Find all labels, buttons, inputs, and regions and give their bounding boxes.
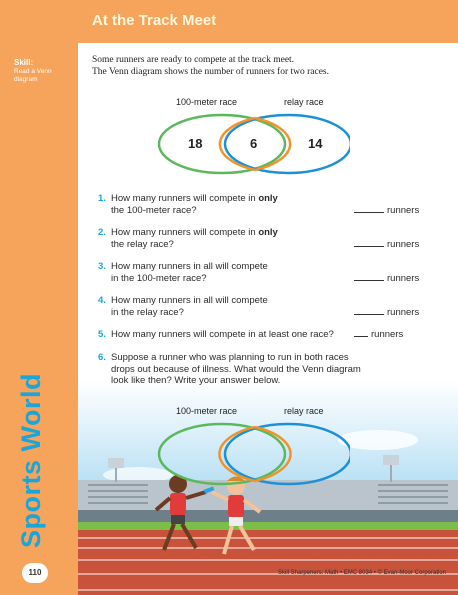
intro-line-1: Some runners are ready to compete at the track meet. (92, 55, 295, 65)
venn-right-only-count: 14 (308, 136, 323, 151)
venn-top-left-label: 100-meter race (176, 97, 238, 107)
venn-left-only-count: 18 (188, 136, 203, 151)
section-title: Sports World (16, 372, 46, 548)
question-6-line-3: look like then? Write your answer below. (111, 375, 281, 386)
question-text: How many runners will compete in at least one race? (111, 329, 334, 340)
question-text-line2: the 100-meter race? (111, 204, 197, 216)
question-text-bold: only (258, 193, 278, 204)
question-4 (98, 295, 428, 318)
question-number: 2. (98, 227, 106, 238)
question-text-line2: in the relay race? (111, 306, 184, 318)
page-header (78, 0, 458, 43)
venn-top-right-label: relay race (284, 97, 324, 107)
question-number: 1. (98, 193, 106, 204)
venn-diagram-bottom[interactable] (150, 418, 350, 490)
question-number: 6. (98, 352, 106, 363)
question-6-line-1: Suppose a runner who was planning to run in both races (111, 352, 349, 363)
question-text (111, 352, 438, 387)
question-5 (98, 329, 428, 341)
question-3 (98, 261, 428, 284)
question-text-bold: only (258, 227, 278, 238)
venn-top-right-circle (225, 115, 350, 173)
answer-blank[interactable] (354, 205, 419, 217)
question-number: 4. (98, 295, 106, 306)
page-title: At the Track Meet (92, 12, 217, 29)
skill-text: Read a Venn diagram (14, 68, 52, 83)
footer-credit: Skill Sharpeners: Math • EMC 8034 • © Evan-Moor Corporation (278, 570, 447, 576)
venn-bottom-right-label: relay race (284, 406, 324, 416)
answer-unit: runners (387, 205, 420, 216)
answer-unit: runners (371, 329, 404, 340)
venn-bottom-right-circle (225, 424, 350, 484)
question-2 (98, 227, 428, 250)
question-text-line2: in the 100-meter race? (111, 272, 207, 284)
question-text-line2: the relay race? (111, 238, 174, 250)
answer-blank[interactable] (354, 273, 419, 285)
intro-line-2: The Venn diagram shows the number of runners for two races. (92, 67, 329, 77)
answer-blank[interactable] (354, 239, 419, 251)
answer-unit: runners (387, 239, 420, 250)
question-text-pre: How many runners in all will compete (111, 295, 268, 306)
question-text-pre: How many runners in all will compete (111, 261, 268, 272)
answer-blank[interactable] (354, 307, 419, 319)
question-number: 5. (98, 329, 106, 340)
venn-top-left-circle (159, 115, 285, 173)
venn-bottom-left-circle (159, 424, 285, 484)
sidebar (0, 0, 78, 595)
question-number: 3. (98, 261, 106, 272)
answer-unit: runners (387, 273, 420, 284)
skill-box (14, 58, 74, 84)
answer-blank[interactable] (354, 329, 403, 341)
question-text-pre: How many runners will compete in (111, 227, 259, 238)
intro-text (92, 54, 442, 78)
page-number: 110 (22, 563, 48, 583)
question-text-pre: How many runners will compete in (111, 193, 259, 204)
venn-bottom-left-label: 100-meter race (176, 406, 238, 416)
skill-title: Skill: (14, 58, 34, 67)
answer-unit: runners (387, 307, 420, 318)
venn-both-count: 6 (250, 136, 258, 151)
question-6-line-2: drops out because of illness. What would the Venn diagram (111, 363, 361, 375)
question-6 (98, 352, 438, 387)
question-1 (98, 193, 428, 216)
